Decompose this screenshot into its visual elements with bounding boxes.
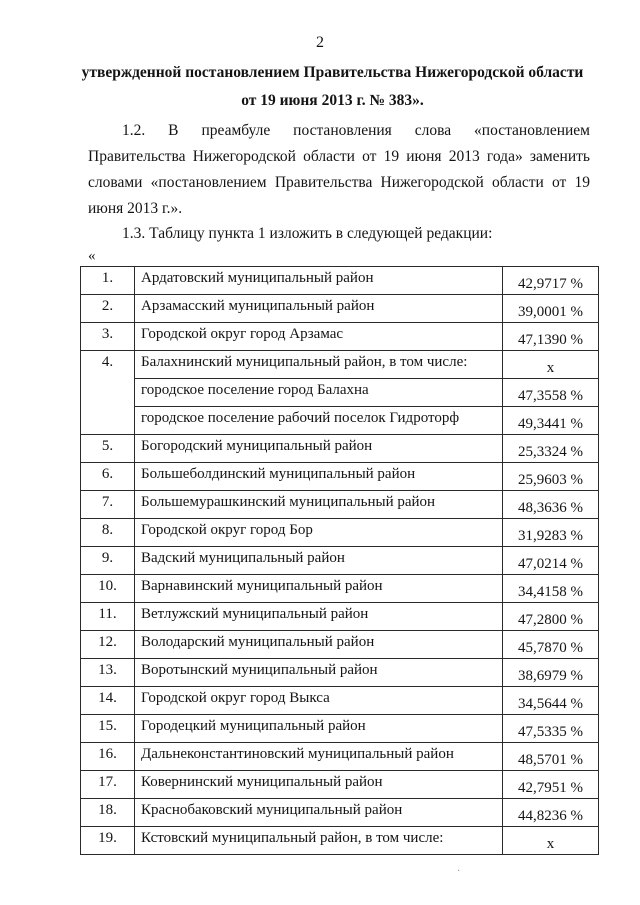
municipality-name-cell: Городской округ город Арзамас <box>135 323 503 351</box>
table-row <box>81 743 599 771</box>
percentage-value-cell: 45,7870 % <box>503 631 599 659</box>
municipality-name-cell: городское поселение рабочий поселок Гидроторф <box>135 407 503 435</box>
row-number-cell: 15. <box>81 715 135 743</box>
row-number-cell: 4. <box>81 351 135 435</box>
percentage-value-cell: 25,9603 % <box>503 463 599 491</box>
table-row <box>81 799 599 827</box>
percentage-value-cell: x <box>503 827 599 855</box>
row-number-cell: 10. <box>81 575 135 603</box>
opening-quote-mark: « <box>88 248 96 264</box>
percentage-value-cell: 34,4158 % <box>503 575 599 603</box>
percentage-value-cell: 47,1390 % <box>503 323 599 351</box>
municipality-name-cell: Ардатовский муниципальный район <box>135 267 503 295</box>
municipality-name-cell: Ветлужский муниципальный район <box>135 603 503 631</box>
row-number-cell: 3. <box>81 323 135 351</box>
percentage-value-cell: 47,0214 % <box>503 547 599 575</box>
percentage-value-cell: 39,0001 % <box>503 295 599 323</box>
row-number-cell: 14. <box>81 687 135 715</box>
row-number-cell: 16. <box>81 743 135 771</box>
row-number-cell: 13. <box>81 659 135 687</box>
percentage-value-cell: 42,9717 % <box>503 267 599 295</box>
percentage-value-cell: 48,3636 % <box>503 491 599 519</box>
row-number-cell: 2. <box>81 295 135 323</box>
table-row <box>81 407 599 435</box>
percentage-value-cell: 38,6979 % <box>503 659 599 687</box>
table-row <box>81 715 599 743</box>
table-row <box>81 295 599 323</box>
municipality-name-cell: городское поселение город Балахна <box>135 379 503 407</box>
page-number: 2 <box>316 34 324 51</box>
municipality-name-cell: Богородский муниципальный район <box>135 435 503 463</box>
municipality-name-cell: Кстовский муниципальный район, в том числе: <box>135 827 503 855</box>
table-row <box>81 351 599 379</box>
table-row <box>81 323 599 351</box>
percentage-value-cell: 25,3324 % <box>503 435 599 463</box>
table-row <box>81 575 599 603</box>
paragraph-1-2: 1.2. В преамбуле постановления слова «постановлением Правительства Нижегородской области от 19 июня 2013 года» заменить словами «постановлением Правительства Нижегородской области от 19 июня 2013 г.». <box>88 122 590 217</box>
table-row <box>81 687 599 715</box>
municipality-table <box>80 266 599 855</box>
municipality-name-cell: Городецкий муниципальный район <box>135 715 503 743</box>
row-number-cell: 18. <box>81 799 135 827</box>
percentage-value-cell: 44,8236 % <box>503 799 599 827</box>
scan-speck: · <box>457 866 461 877</box>
municipality-name-cell: Городской округ город Бор <box>135 519 503 547</box>
percentage-value-cell: x <box>503 351 599 379</box>
percentage-value-cell: 34,5644 % <box>503 687 599 715</box>
municipality-name-cell: Володарский муниципальный район <box>135 631 503 659</box>
row-number-cell: 1. <box>81 267 135 295</box>
heading-line-1: утвержденной постановлением Правительства Нижегородской области <box>81 64 584 81</box>
table-row <box>81 491 599 519</box>
row-number-cell: 17. <box>81 771 135 799</box>
municipality-name-cell: Городской округ город Выкса <box>135 687 503 715</box>
percentage-value-cell: 47,3558 % <box>503 379 599 407</box>
table-body <box>81 267 599 855</box>
table-row <box>81 547 599 575</box>
percentage-value-cell: 47,5335 % <box>503 715 599 743</box>
percentage-value-cell: 47,2800 % <box>503 603 599 631</box>
table-row <box>81 631 599 659</box>
municipality-name-cell: Арзамасский муниципальный район <box>135 295 503 323</box>
municipality-name-cell: Балахнинский муниципальный район, в том числе: <box>135 351 503 379</box>
percentage-value-cell: 42,7951 % <box>503 771 599 799</box>
percentage-value-cell: 49,3441 % <box>503 407 599 435</box>
table-row <box>81 659 599 687</box>
row-number-cell: 11. <box>81 603 135 631</box>
municipality-name-cell: Варнавинский муниципальный район <box>135 575 503 603</box>
municipality-name-cell: Воротынский муниципальный район <box>135 659 503 687</box>
heading-line-2: от 19 июня 2013 г. № 383». <box>241 92 424 109</box>
table-row <box>81 463 599 491</box>
municipality-name-cell: Большемурашкинский муниципальный район <box>135 491 503 519</box>
table-row <box>81 379 599 407</box>
percentage-value-cell: 31,9283 % <box>503 519 599 547</box>
row-number-cell: 12. <box>81 631 135 659</box>
row-number-cell: 9. <box>81 547 135 575</box>
table-row <box>81 519 599 547</box>
municipality-name-cell: Краснобаковский муниципальный район <box>135 799 503 827</box>
row-number-cell: 5. <box>81 435 135 463</box>
table-row <box>81 827 599 855</box>
row-number-cell: 6. <box>81 463 135 491</box>
municipality-name-cell: Дальнеконстантиновский муниципальный район <box>135 743 503 771</box>
table-row <box>81 603 599 631</box>
paragraph-1-3: 1.3. Таблицу пункта 1 изложить в следующей редакции: <box>122 225 493 242</box>
percentage-value-cell: 48,5701 % <box>503 743 599 771</box>
municipality-name-cell: Вадский муниципальный район <box>135 547 503 575</box>
table-row <box>81 435 599 463</box>
row-number-cell: 19. <box>81 827 135 855</box>
table-row <box>81 771 599 799</box>
municipality-name-cell: Большеболдинский муниципальный район <box>135 463 503 491</box>
row-number-cell: 8. <box>81 519 135 547</box>
row-number-cell: 7. <box>81 491 135 519</box>
municipality-name-cell: Ковернинский муниципальный район <box>135 771 503 799</box>
table-row <box>81 267 599 295</box>
